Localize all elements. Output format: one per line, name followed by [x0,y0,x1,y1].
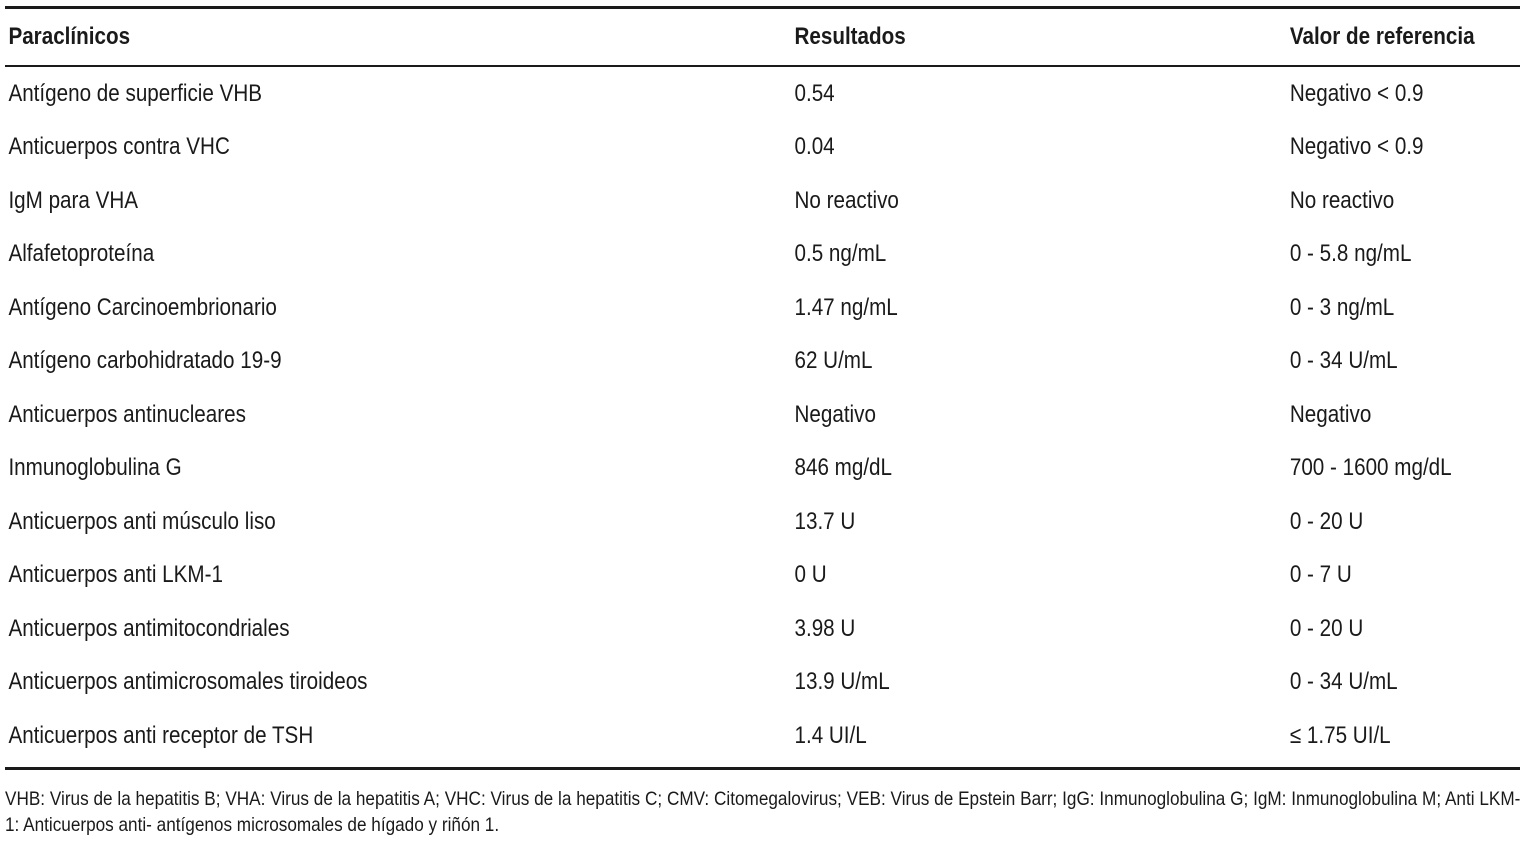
cell-resultado: 13.7 U [794,507,856,535]
cell-valor-referencia: ≤ 1.75 UI/L [1289,721,1391,749]
table-footnote: VHB: Virus de la hepatitis B; VHA: Virus de la hepatitis A; VHC: Virus de la hepatitis C; CMV: Citomegalovirus; VEB: Virus de Epstein Barr; IgG: Inmunoglobulina G; IgM: Inmunoglobulina M; Anti LKM-1: Anticuerpos anti- antígenos microsomales de hígado y riñón 1. [5,788,1521,836]
cell-paraclinico: Anticuerpos antimicrosomales tiroideos [8,668,368,696]
header-paraclinicos: Paraclínicos [8,23,131,50]
cell-paraclinico: Antígeno de superficie VHB [8,79,263,107]
cell-paraclinico: Inmunoglobulina G [8,454,182,482]
cell-valor-referencia: 0 - 7 U [1289,561,1352,589]
cell-paraclinico: Antígeno Carcinoembrionario [8,293,277,321]
cell-valor-referencia: No reactivo [1289,186,1395,214]
cell-paraclinico: Anticuerpos anti LKM-1 [8,561,223,589]
cell-valor-referencia: Negativo [1289,400,1372,428]
cell-paraclinico: IgM para VHA [8,186,139,214]
cell-valor-referencia: 0 - 3 ng/mL [1289,293,1395,321]
cell-valor-referencia: 0 - 5.8 ng/mL [1289,240,1412,268]
cell-resultado: 0.5 ng/mL [794,240,887,268]
cell-resultado: Negativo [794,400,876,428]
cell-resultado: 1.47 ng/mL [794,293,898,321]
cell-resultado: 0.54 [794,79,835,107]
cell-paraclinico: Alfafetoproteína [8,240,155,268]
table-row [5,549,1520,603]
table-body [5,67,1520,767]
cell-resultado: 1.4 UI/L [794,721,867,749]
cell-valor-referencia: 700 - 1600 mg/dL [1289,454,1452,482]
cell-valor-referencia: 0 - 34 U/mL [1289,668,1398,696]
cell-paraclinico: Anticuerpos contra VHC [8,133,230,161]
cell-paraclinico: Anticuerpos antimitocondriales [8,614,290,642]
cell-paraclinico: Anticuerpos anti receptor de TSH [8,721,314,749]
table-row [5,495,1520,549]
table-row [5,67,1520,121]
cell-paraclinico: Anticuerpos antinucleares [8,400,246,428]
cell-paraclinico: Anticuerpos anti músculo liso [8,507,276,535]
lab-results-table [5,6,1520,770]
table-row [5,602,1520,656]
cell-resultado: 13.9 U/mL [794,668,890,696]
cell-paraclinico: Antígeno carbohidratado 19-9 [8,347,282,375]
cell-valor-referencia: Negativo < 0.9 [1289,79,1424,107]
table-row [5,388,1520,442]
cell-resultado: No reactivo [794,186,899,214]
cell-resultado: 0.04 [794,133,835,161]
cell-resultado: 0 U [794,561,827,589]
cell-valor-referencia: Negativo < 0.9 [1289,133,1424,161]
table-row [5,656,1520,710]
table-row [5,174,1520,228]
cell-resultado: 62 U/mL [794,347,873,375]
table-bottom-rule [5,767,1520,770]
cell-valor-referencia: 0 - 34 U/mL [1289,347,1398,375]
table-row [5,442,1520,496]
table-row [5,121,1520,175]
cell-valor-referencia: 0 - 20 U [1289,614,1364,642]
cell-valor-referencia: 0 - 20 U [1289,507,1364,535]
table-row [5,228,1520,282]
cell-resultado: 846 mg/dL [794,454,893,482]
table-header-row [5,9,1520,65]
header-resultados: Resultados [794,23,906,50]
header-valor-referencia: Valor de referencia [1289,23,1475,50]
cell-resultado: 3.98 U [794,614,856,642]
table-row [5,281,1520,335]
table-row [5,335,1520,389]
table-row [5,709,1520,763]
